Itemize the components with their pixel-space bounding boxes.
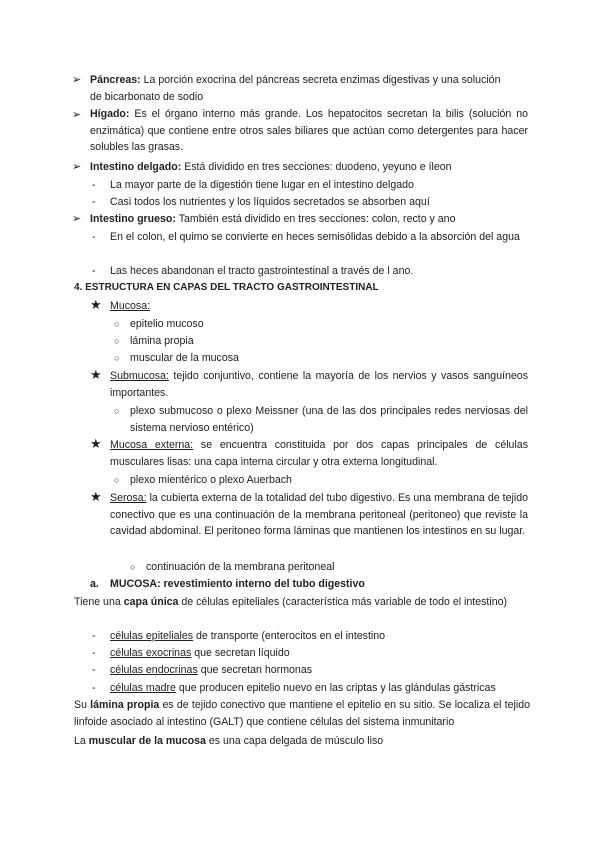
delgado-bullet-2: Casi todos los nutrientes y los líquidos secretados se absorben aquí [110,196,430,208]
star-bullet-icon: ★ [90,367,102,382]
grueso-text: También está dividido en tres secciones: colon, recto y ano [178,213,456,225]
lamina-bold: lámina propia [90,699,160,711]
pancreas-text: La porción exocrina del páncreas secreta enzimas digestivas y una solución [143,74,501,86]
section-heading: 4. ESTRUCTURA EN CAPAS DEL TRACTO GASTROINTESTINAL [74,282,379,293]
serosa-label: Serosa: [110,492,147,504]
arrow-bullet-icon: ➢ [72,161,82,173]
submucosa-text: tejido conjuntivo, contiene la mayoría de los nervios y vasos sanguíneos importantes. [110,370,528,399]
pancreas-label: Páncreas: [90,74,141,86]
star-bullet-icon: ★ [90,436,102,451]
delgado-line [90,160,452,174]
serosa-paragraph [110,490,528,540]
capa-paragraph [74,594,530,611]
dash-bullet: - [92,231,96,243]
star-bullet-icon: ★ [90,297,102,312]
muscular-line [74,734,383,748]
higado-paragraph [90,106,528,156]
serosa-item: continuación de la membrana peritoneal [146,561,335,573]
delgado-label: Intestino delgado: [90,161,182,173]
circle-bullet-icon: ○ [130,562,136,572]
cell-item [110,663,312,677]
arrow-bullet-icon: ➢ [72,74,82,86]
mucosa-item-2: lámina propia [130,335,194,347]
arrow-bullet-icon: ➢ [72,109,82,121]
mucosa-label [110,299,150,313]
dash-bullet: - [92,179,96,191]
capa-pre: Tiene una [74,596,121,608]
higado-text: Es el órgano interno más grande. Los hepatocitos secretan la bilis (solución no enzimática) que contiene entre otros sales biliares que actúan como detergentes para hacer solubles las grasas. [90,108,528,153]
cell-text: de transporte (enterocitos en el intestino [196,630,386,642]
externa-label: Mucosa externa: [110,439,194,451]
circle-bullet-icon: ○ [114,406,120,416]
mucosa-item-1: epitelio mucoso [130,318,204,330]
capa-post: de células epiteliales (característica más variable de todo el intestino) [181,596,508,608]
muscular-post: es una capa delgada de músculo liso [208,735,384,747]
delgado-text: Está dividido en tres secciones: duodeno, yeyuno e íleon [184,161,452,173]
submucosa-paragraph [110,368,528,401]
delgado-bullet-1: La mayor parte de la digestión tiene lugar en el intestino delgado [110,179,414,191]
cell-label: células epiteliales [110,630,194,642]
lamina-post: es de tejido conectivo que mantiene el epitelio en su sitio. Se localiza el tejido linfoide asociado al intestino (GALT) que contiene células del sistema inmunitario [74,699,530,728]
grueso-label: Intestino grueso: [90,213,176,225]
dash-bullet: - [92,647,96,659]
lamina-pre: Su [74,699,87,711]
circle-bullet-icon: ○ [114,336,120,346]
capa-bold: capa única [123,596,179,608]
arrow-bullet-icon: ➢ [72,213,82,225]
serosa-text: la cubierta externa de la totalidad del tubo digestivo. Es una membrana de tejido conectivo que es una continuación de la membrana peritoneal (peritoneo) que reviste la cavidad abdominal. El peritoneo forma láminas que mantienen los intestinos en su lugar. [110,492,528,537]
grueso-line [90,212,455,226]
cell-item [110,681,496,695]
cell-label: células exocrinas [110,647,192,659]
muscular-bold: muscular de la mucosa [88,735,206,747]
muscular-pre: La [74,735,86,747]
subheading-marker: a. [90,578,99,590]
lamina-paragraph [74,697,530,730]
higado-label: Hígado: [90,108,130,120]
dash-bullet: - [92,630,96,642]
grueso-bullet-2: Las heces abandonan el tracto gastrointestinal a través de l ano. [110,265,414,277]
circle-bullet-icon: ○ [114,475,120,485]
mucosa-label-text: Mucosa: [110,300,151,312]
cell-label: células endocrinas [110,664,198,676]
dash-bullet: - [92,265,96,277]
pancreas-line [90,73,500,87]
externa-item: plexo mientérico o plexo Auerbach [130,474,292,486]
circle-bullet-icon: ○ [114,353,120,363]
grueso-bullet-1: En el colon, el quimo se convierte en heces semisólidas debido a la absorción del agua [110,231,520,243]
circle-bullet-icon: ○ [114,319,120,329]
cell-item [110,629,385,643]
externa-paragraph [110,437,528,470]
dash-bullet: - [92,664,96,676]
submucosa-label: Submucosa: [110,370,169,382]
star-bullet-icon: ★ [90,489,102,504]
subheading-mucosa: MUCOSA: revestimiento interno del tubo digestivo [110,578,365,590]
pancreas-text-2: de bicarbonato de sodio [90,91,204,103]
submucosa-item: plexo submucoso o plexo Meissner (una de las dos principales redes nerviosas del sistema nervioso entérico) [130,405,528,434]
cell-item [110,646,290,660]
cell-text: que secretan hormonas [200,664,313,676]
mucosa-item-3: muscular de la mucosa [130,352,239,364]
cell-text: que producen epitelio nuevo en las criptas y las glándulas gástricas [178,682,496,694]
dash-bullet: - [92,196,96,208]
externa-text: se encuentra constituida por dos capas principales de células musculares lisas: una capa interna circular y otra externa longitudinal. [110,439,528,468]
dash-bullet: - [92,682,96,694]
cell-text: que secretan líquido [194,647,290,659]
cell-label: células madre [110,682,176,694]
